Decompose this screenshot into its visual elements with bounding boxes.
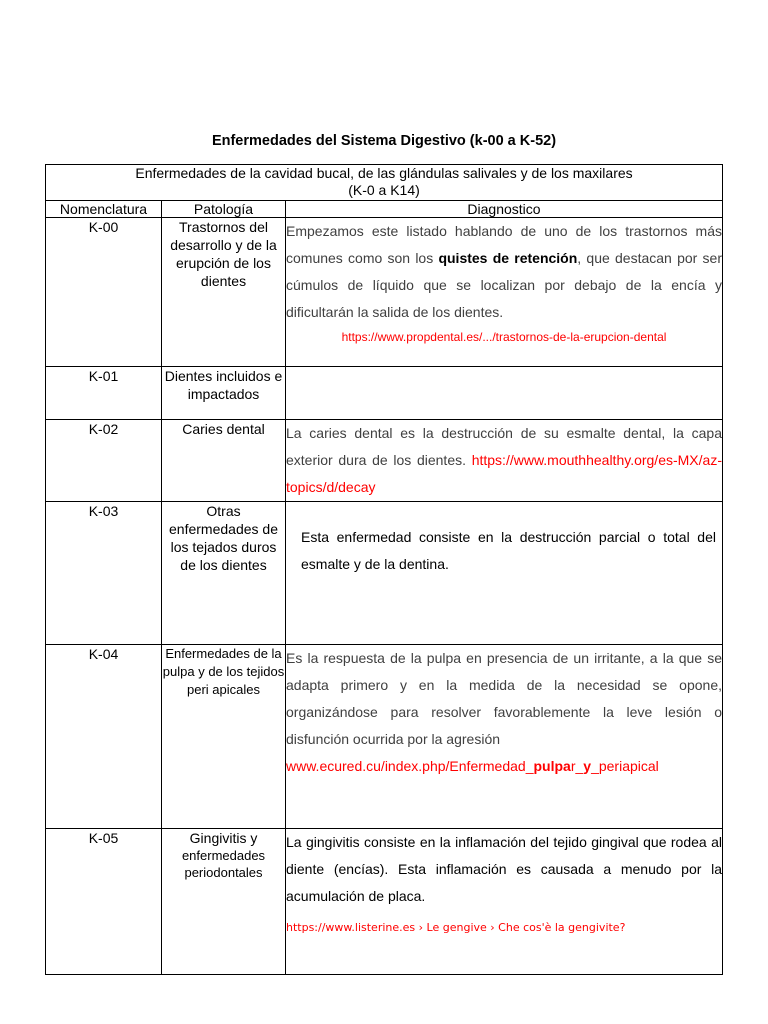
header-patologia: Patología [162, 201, 286, 218]
pathology-cell: Otras enfermedades de los tejados duros de los dientes [162, 502, 286, 645]
pathology-line-2: enfermedades periodontales [181, 848, 266, 880]
pathology-cell: Trastornos del desarrollo y de la erupción de los dientes [162, 218, 286, 367]
diagnosis-cell [286, 645, 723, 829]
table-row [46, 218, 723, 367]
diagnosis-text: Empezamos este listado hablando de uno de los trastornos más comunes como son los [286, 223, 722, 266]
pathology-cell [162, 829, 286, 975]
diagnosis-cell [286, 367, 723, 420]
page-title: Enfermedades del Sistema Digestivo (k-00 a K-52) [211, 133, 557, 149]
code-cell: K-03 [46, 502, 162, 645]
reference-link[interactable]: https://www.mouthhealthy.org/es-MX/az-topics/d/decay [286, 452, 722, 495]
code-cell: K-05 [46, 829, 162, 975]
table-row [46, 420, 723, 502]
diagnosis-cell [286, 829, 723, 975]
reference-link[interactable]: https://www.listerine.es › Le gengive › Che cos'è la gengivite? [286, 921, 626, 934]
table-row [46, 645, 723, 829]
code-cell: K-04 [46, 645, 162, 829]
header-nomenclatura: Nomenclatura [46, 201, 162, 218]
header-diagnostico: Diagnostico [286, 201, 723, 218]
reference-link[interactable] [286, 753, 722, 780]
diagnosis-text-end: , que destacan por ser cúmulos de líquido que se localizan por debajo de la encía y dificultarán la salida de los dientes. [286, 250, 722, 320]
code-cell: K-02 [46, 420, 162, 502]
banner-line-2: (K-0 a K14) [348, 182, 420, 198]
diagnosis-cell: Esta enfermedad consiste en la destrucción parcial o total del esmalte y de la dentina. [286, 502, 723, 645]
link-bold: y [583, 758, 592, 774]
diagnosis-text: La caries dental es la destrucción de su esmalte dental, la capa exterior dura de los dientes. [286, 425, 722, 468]
diagnosis-cell [286, 420, 723, 502]
banner-line-1: Enfermedades de la cavidad bucal, de las glándulas salivales y de los maxilares [135, 165, 633, 181]
section-banner [46, 165, 723, 201]
header-row [46, 201, 723, 218]
pathology-cell: Dientes incluidos e impactados [162, 367, 286, 420]
diagnosis-cell [286, 218, 723, 367]
table-row [46, 829, 723, 975]
diagnosis-text: La gingivitis consiste en la inflamación del tejido gingival que rodea al diente (encías). Esta inflamación es causada a menudo por la acumulación de placa. [286, 834, 722, 904]
table-row [46, 367, 723, 420]
table-row [46, 502, 723, 645]
link-part: _periapical [591, 758, 659, 774]
code-cell: K-00 [46, 218, 162, 367]
disease-table [45, 164, 723, 975]
banner-row [46, 165, 723, 201]
pathology-line-1: Gingivitis y [189, 830, 258, 846]
reference-link[interactable]: https://www.propdental.es/.../trastornos-de-la-erupcion-dental [341, 330, 667, 344]
diagnosis-text: Es la respuesta de la pulpa en presencia de un irritante, a la que se adapta primero y en la medida de la necesidad se opone, organizándose para resolver favorablemente la leve lesión o disfunción ocurrida por la agresión [286, 650, 722, 747]
pathology-cell: Enfermedades de la pulpa y de los tejidos peri apicales [162, 645, 286, 829]
pathology-cell: Caries dental [162, 420, 286, 502]
code-cell: K-01 [46, 367, 162, 420]
link-bold: pulpa [533, 758, 571, 774]
link-part: r_ [570, 758, 584, 774]
link-part: www.ecured.cu/index.php/Enfermedad_ [286, 758, 534, 774]
diagnosis-bold: quistes de retención [438, 250, 578, 266]
